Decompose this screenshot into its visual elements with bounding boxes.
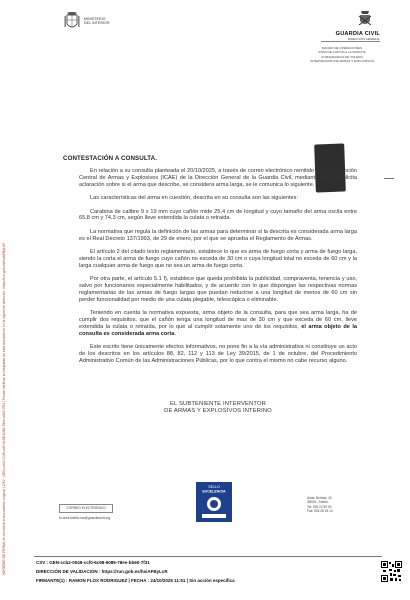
csv-side-text: INFORME DE FIRMA: en enumera el documento original | CSV : GEN-ccb2-0049-ccf0-6c98-6086-78ee-bb60-7f31 | Puede verificar la integridad de este documento en la siguiente dirección: https://run.gob.es/hsiAFByLcR bbox=[2, 243, 6, 575]
conclusion-bold: el arma objeto de la consulta es considerada arma corta bbox=[79, 323, 357, 337]
qr-code-icon[interactable] bbox=[381, 561, 402, 582]
csv-code: CSV : GEN-ccb2-0049-ccf0-6c98-6086-78ee-bb60-7f31 bbox=[36, 560, 150, 565]
paragraph: Carabina de calibre 9 x 19 mm cuyo cañón mide 25,4 cm de longitud y cuyo tamaño del arma oscila entre 65,8 cm y 74,3 cm, según lleve extendida la culata o retraida. bbox=[79, 208, 357, 222]
paragraph: En relación a su consulta planteada el 20/10/2025, a través de correo electrónico remitido a la Intervención Central de Armas y Explosivos (ICAE) de la Dirección General de la Guardia Civil, mediante la cual solicita aclaración sobre si el arma que describe, se considera arma larga, se le comunica lo siguiente. bbox=[79, 168, 357, 188]
paragraph: Por otra parte, el artículo 5.1 f), establece que queda prohibida la publicidad, compraventa, tenencia y uso, salvo por funcionarios especialmente habilitados, y de acuerdo con lo que dispongan las respectivas normas reglamentarias de las armas de fuego largas que puedan reducirse a una longitud de menos de 60 cm sin perder funcionalidad por medio de una culata plegable, telescópica o eliminable. bbox=[79, 276, 357, 303]
excellence-seal-icon bbox=[196, 482, 232, 522]
seal-label: EXCELENCIA bbox=[202, 489, 226, 494]
paragraph: El artículo 2 del citado texto reglamentario, establece lo que es arma de fuego corta y arma de fuego larga, siendo la corta el arma de fuego cuyo cañón no exceda de 30 cm o cuya longitud total no exceda de 60 cm y la larga cualquier arma de fuego que no sea un arma de fuego corta. bbox=[79, 249, 357, 269]
contact-email[interactable]: to-cmd-toledo-iae@guardiacivil.org bbox=[59, 516, 111, 520]
spain-coat-of-arms-icon bbox=[64, 12, 80, 32]
paragraph-conclusion: Teniendo en cuenta la normativa expuesta, arma objeto de la consulta, para que sea arma larga, ha de cumplir dos requisitos, que el cañón tenga una longitud de mas de 30 cm y que exceda de 60 cm, lleve extendida la culata o retraída, por lo que al cumplir solamente uno de los requisitos, el arma objeto de la consulta es considerada arma corta. bbox=[79, 310, 357, 337]
header-divider bbox=[321, 41, 380, 42]
signer-line: FIRMANTE(1) : RAMON FLOX RODRIGUEZ | FECHA : 24/10/2025 11:51 | Sin acción específica bbox=[36, 578, 235, 583]
margin-mark bbox=[384, 178, 394, 179]
document-subject: CONTESTACIÓN A CONSULTA. bbox=[63, 155, 158, 162]
seal-label: SELLO bbox=[208, 485, 220, 489]
guardia-civil-emblem-icon bbox=[357, 10, 373, 28]
email-label-box: CORREO ELECTRÓNICO bbox=[59, 504, 113, 513]
guardia-civil-subtitle: DIRECCIÓN GENERAL bbox=[347, 37, 380, 41]
signature-block: EL SUBTENIENTE INTERVENTOR DE ARMAS Y EXPLOSIVOS INTERINO bbox=[164, 401, 272, 415]
postal-address: Avda. Bertran, 42 45005 –Toledo- Tel: 925 22 59 00 Fax: 925 28 18 14 bbox=[307, 496, 333, 514]
csv-divider bbox=[34, 556, 382, 557]
document-body bbox=[79, 168, 357, 371]
validation-url[interactable]: DIRECCIÓN DE VALIDACIÓN : https://run.gob.es/hsiAFByLcR bbox=[36, 569, 168, 574]
paragraph: Las características del arma en cuestión, descrita en su consulta son las siguientes: bbox=[90, 195, 299, 202]
issuing-unit: MANDO DE OPERACIONES ZONA DE CASTILLA LA MANCHA COMANDANCIA DE TOLEDO INTERVENCIÓN DE ARMAS Y EXPLOSIVOS bbox=[310, 46, 374, 63]
paragraph: Este escrito tiene únicamente efectos informativos, no pone fin a la vía administrativa ni constituye un acto de los descritos en los artículos 88, 82, 112 y 113 de Ley 39/2015, de 1 de octubre, del Procedimiento Administrativo Común de las Administraciones Públicas, por lo que contra el mismo no cabe recurso alguno. bbox=[79, 344, 357, 364]
guardia-civil-title: GUARDIA CIVIL bbox=[335, 31, 380, 37]
ministry-name: MINISTERIO DEL INTERIOR bbox=[84, 17, 110, 26]
paragraph: La normativa que regula la definición de las armas para determinar si la descrita es considerada arma larga es el Real Decreto 137/1993, de 29 de enero, por el que se aprueba el Reglamento de Armas. bbox=[79, 228, 357, 242]
